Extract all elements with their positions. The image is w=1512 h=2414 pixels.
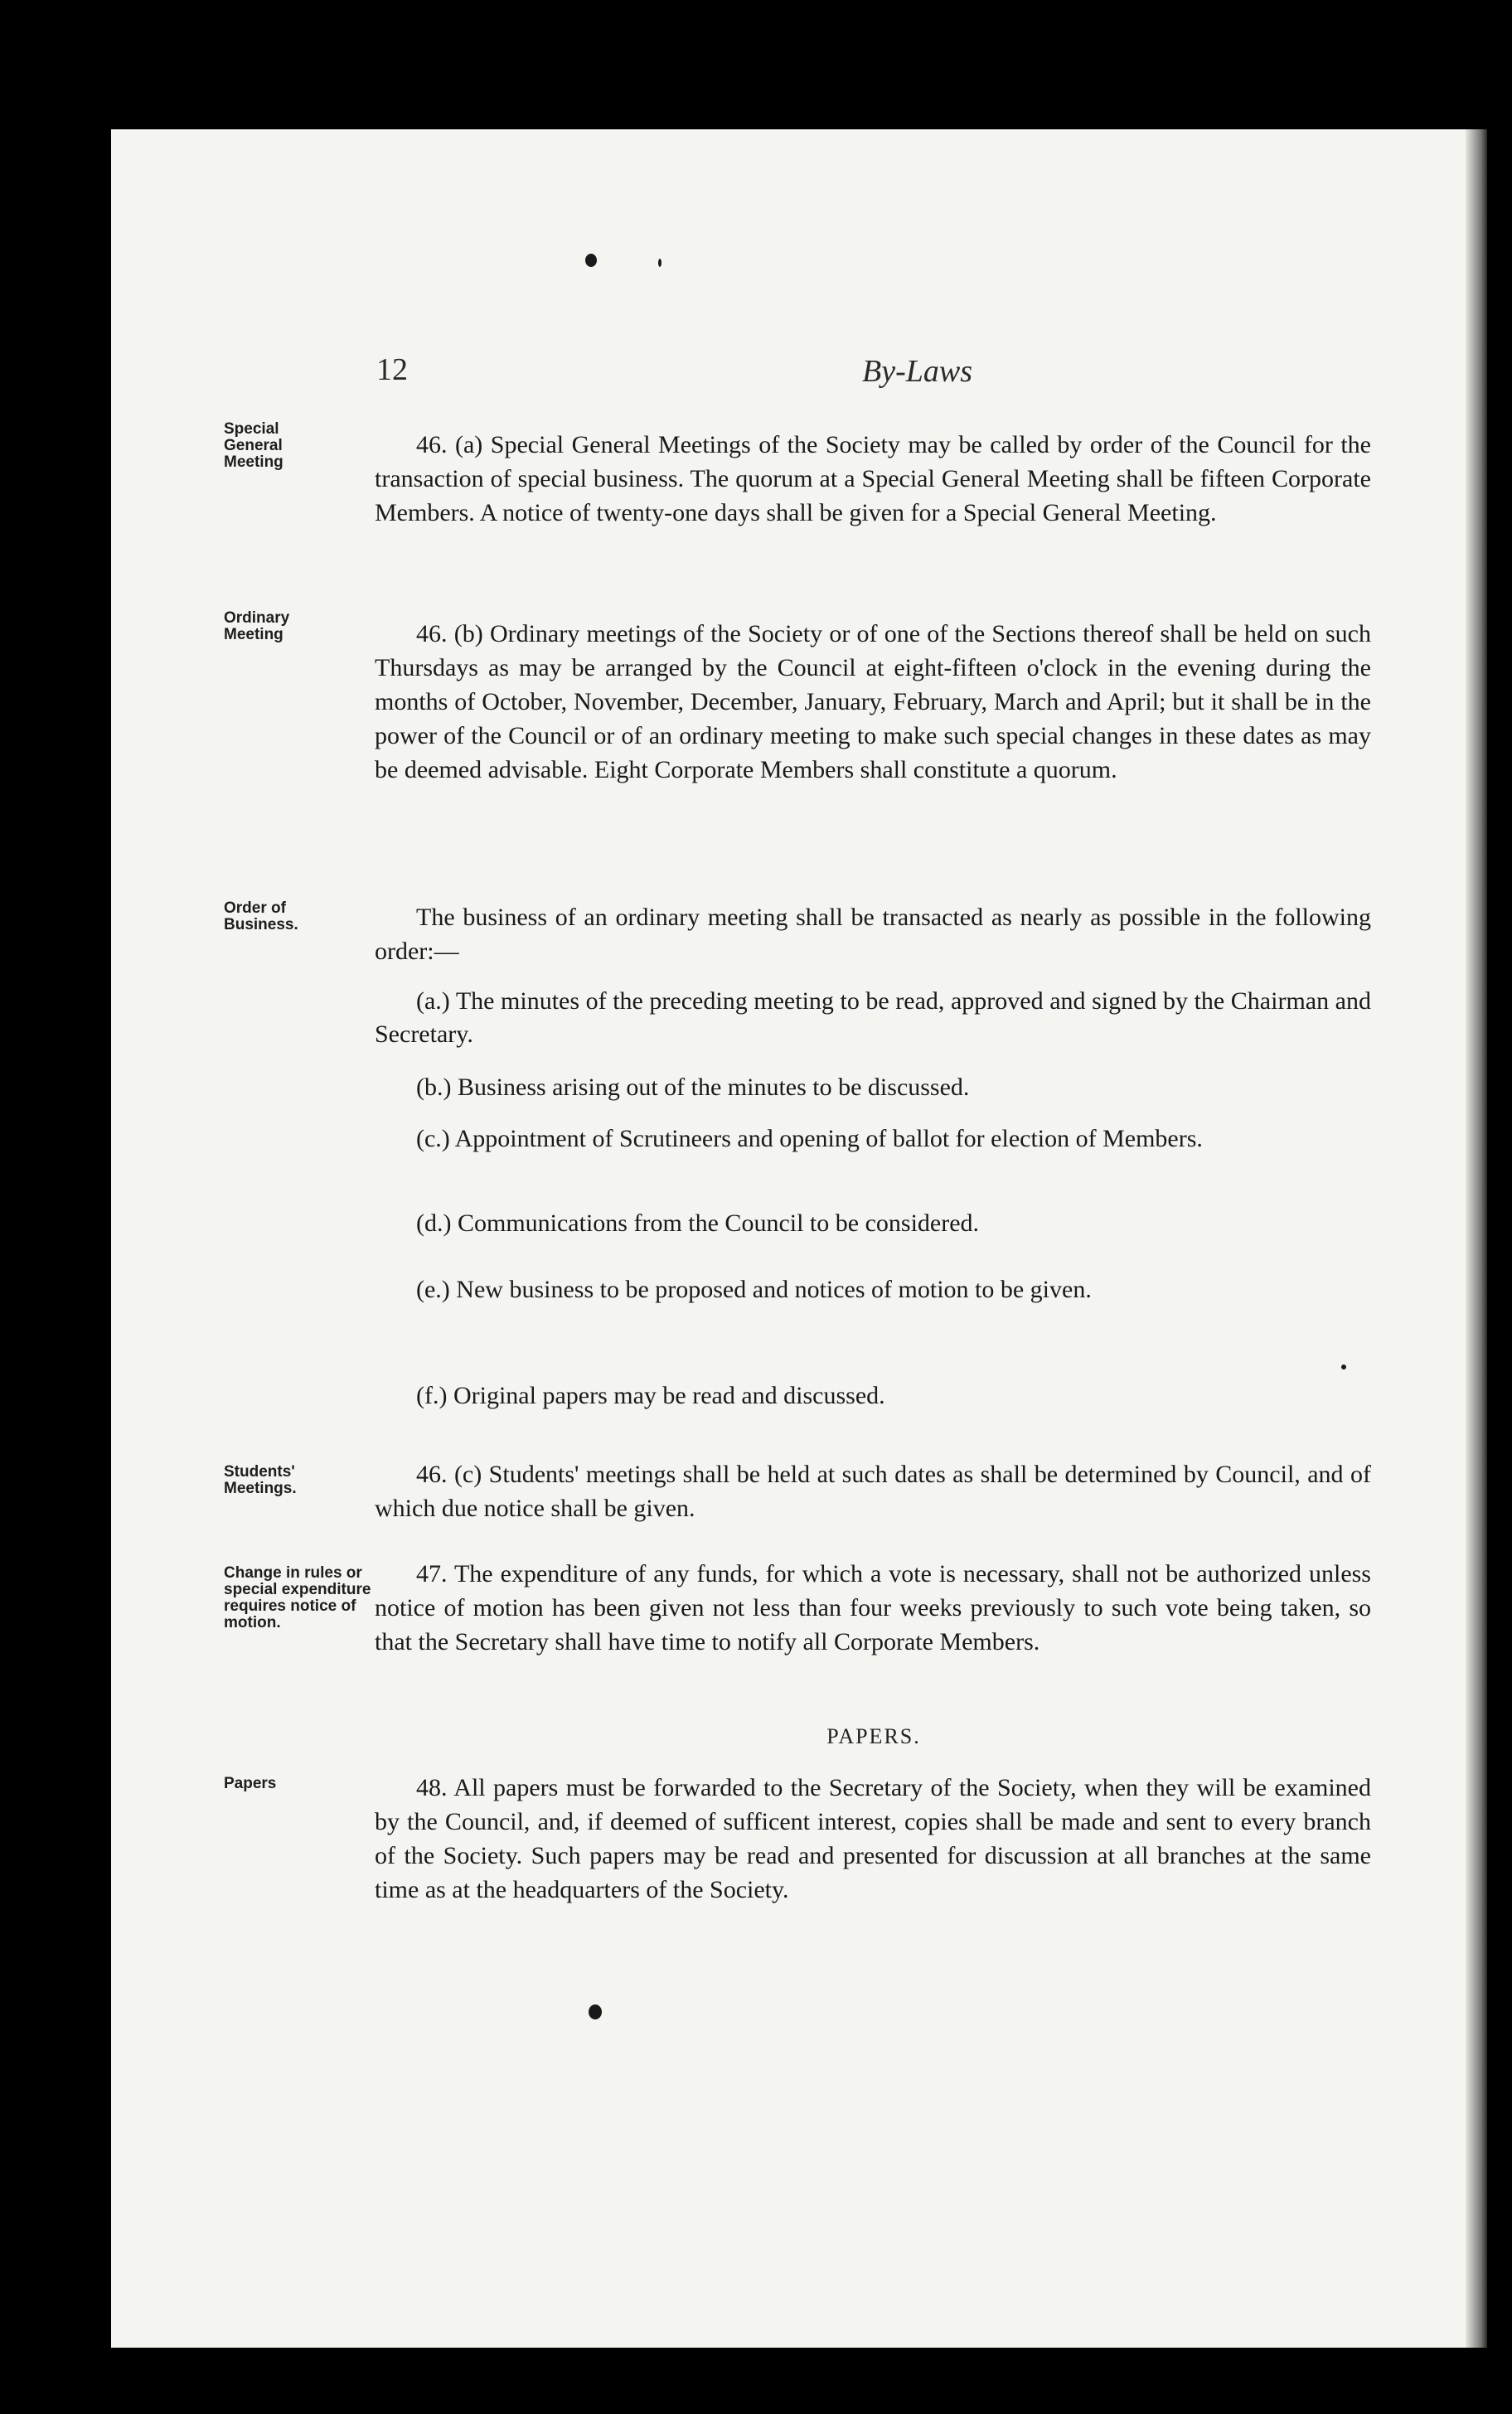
document-page <box>111 129 1487 2348</box>
ink-speck <box>585 254 597 267</box>
ink-speck <box>589 2004 602 2019</box>
bylaw-46b-ordinary-meetings: 46. (b) Ordinary meetings of the Society or of one of the Sections thereof shall be held on such Thursdays as may be arranged by the Council at eight-fifteen o'clock in the evening during the months of October, November, December, January, February, March and April; but it shall be in the power of the Council or of an ordinary meeting to make such special changes in these dates as may be deemed advisable. Eight Corporate Members shall constitute a quorum. <box>375 620 1371 783</box>
order-item-e: (e.) New business to be proposed and notices of motion to be given. <box>416 1276 1092 1303</box>
order-item-f: (f.) Original papers may be read and discussed. <box>416 1382 885 1409</box>
ink-speck <box>1341 1365 1346 1369</box>
order-item-c: (c.) Appointment of Scrutineers and opening of ballot for election of Members. <box>416 1125 1203 1152</box>
marginal-note-order-of-business: Order of Business. <box>224 899 298 933</box>
bylaw-47-expenditure: 47. The expenditure of any funds, for which a vote is necessary, shall not be authorized unless notice of motion has been given not less than four weeks previously to such vote being taken, so that the Secretary shall have time to notify all Corporate Members. <box>375 1560 1371 1655</box>
bylaw-48-papers: 48. All papers must be forwarded to the Secretary of the Society, when they will be examined by the Council, and, if deemed of sufficent interest, copies shall be made and sent to every branch of the Society. Such papers may be read and presented for discussion at all branches at the same time as at the headquarters of the Society. <box>375 1774 1371 1903</box>
order-of-business-intro: The business of an ordinary meeting shall be transacted as nearly as possible in the following order:— <box>375 904 1371 965</box>
running-title: By-Laws <box>862 354 972 389</box>
order-item-a: (a.) The minutes of the preceding meeting to be read, approved and signed by the Chairman and Secretary. <box>375 987 1371 1048</box>
order-item-d: (d.) Communications from the Council to be considered. <box>416 1209 980 1237</box>
ink-speck <box>658 259 662 267</box>
marginal-note-change-in-rules: Change in rules or special expenditure requires notice of motion. <box>224 1564 371 1631</box>
page-edge-shadow <box>1466 129 1487 2348</box>
page-header <box>376 351 1371 401</box>
bylaw-46a-special-general-meetings: 46. (a) Special General Meetings of the Society may be called by order of the Council for the transaction of special business. The quorum at a Special General Meeting shall be fifteen Corporate Members. A notice of twenty-one days shall be given for a Special General Meeting. <box>375 431 1371 526</box>
bylaw-46c-students-meetings: 46. (c) Students' meetings shall be held at such dates as shall be determined by Council, and of which due notice shall be given. <box>375 1461 1371 1522</box>
marginal-note-students-meetings: Students' Meetings. <box>224 1463 297 1497</box>
papers-heading: PAPERS. <box>826 1724 921 1748</box>
marginal-note-ordinary-meeting: Ordinary Meeting <box>224 609 290 643</box>
marginal-note-papers: Papers <box>224 1775 277 1792</box>
page-number: 12 <box>376 352 408 387</box>
marginal-note-special-general-meeting: Special General Meeting <box>224 420 284 471</box>
order-item-b: (b.) Business arising out of the minutes to be discussed. <box>416 1074 970 1101</box>
